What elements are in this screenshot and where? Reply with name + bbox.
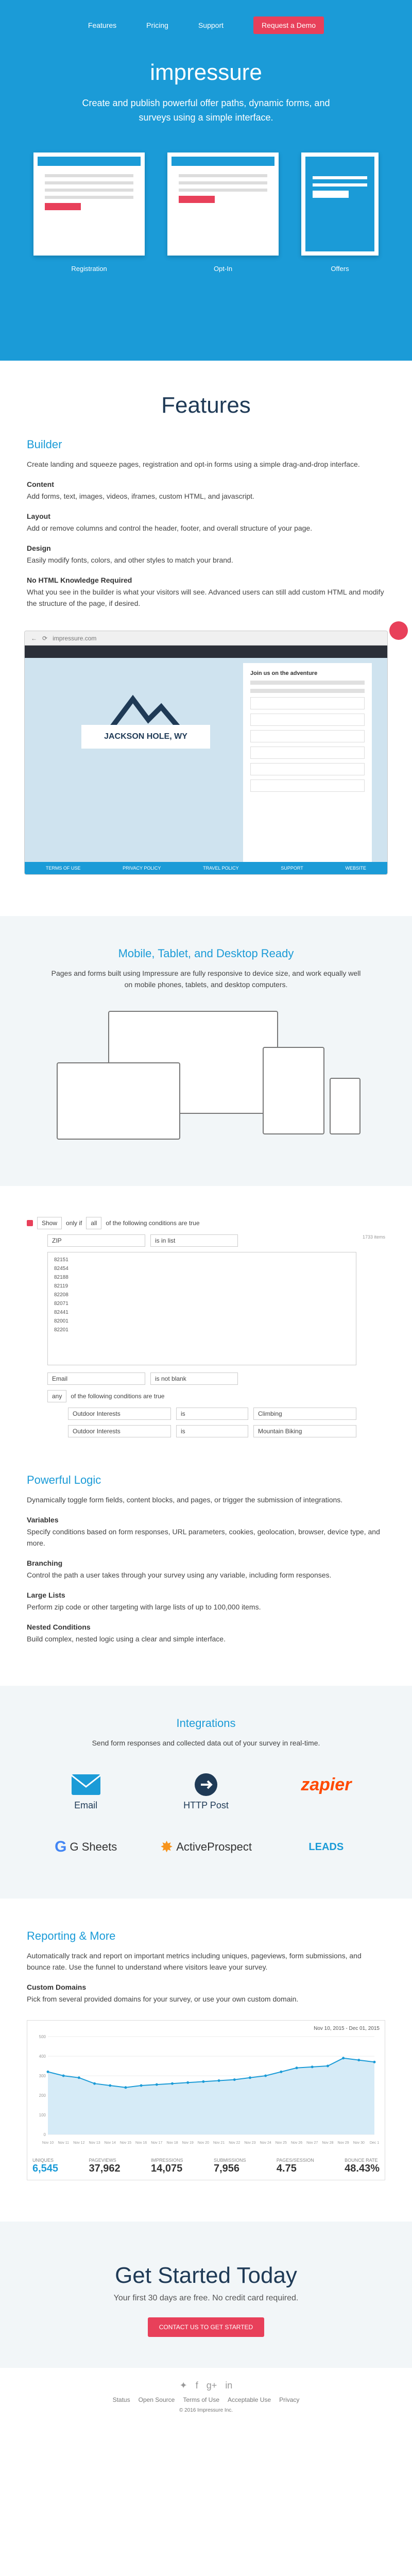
x-tick-label: Nov 30 [353, 2141, 365, 2145]
top-nav [0, 0, 412, 34]
shot-registration: Registration [33, 152, 145, 273]
activeprospect-logo: ✸ ActiveProspect [160, 1838, 252, 1856]
builder-section: Builder Create landing and squeeze pages, registration and opt-in forms using a simple drag-and-drop interface. Content Add forms, text, images, videos, iframes, custom HTML, and javascript. Layout Add or remove columns and control the header, footer, and overall structure of your page. Design Easily modify fonts, colors, and other styles to match your brand. No HTML Knowledge Required What you see in the builder is what your visitors will see. Advanced users can still add custom HTML and modify the structure of the page, if desired. [0, 438, 412, 609]
logic-section: Show only if all of the following conditions are true ZIP is in list 1733 items 82151 82454 82188 82119 82208 82071 82441 82001 82201 Email is not blank any of the following conditions are true Outdoor Interests is Climbing Outdoor Interests is Mountain Biking Powerful Logic Dynamically toggle form fields, content blocks, and pages, or trigger the submission of integrations. Variables Specify conditions based on form responses, URL parameters, cookies, geolocation, browser, device type, and more. Branching Control the path a user takes through your survey using any variable, including form responses. Large Lists Perform zip code or other targeting with large lists of up to 100,000 items. Nested Conditions Build complex, nested logic using a clear and simple interface. [0, 1186, 412, 1665]
request-demo-button[interactable]: Request a Demo [253, 16, 324, 34]
chat-bubble-icon[interactable] [389, 621, 408, 640]
demo-card-title: JACKSON HOLE, WY [81, 725, 210, 749]
data-point [342, 2057, 345, 2059]
x-tick-label: Nov 22 [229, 2141, 241, 2145]
devices-illustration [46, 1011, 366, 1145]
data-point [186, 2081, 189, 2084]
shot-optin: Opt-In [167, 152, 279, 273]
data-point [280, 2071, 282, 2073]
data-point [171, 2082, 174, 2085]
x-tick-label: Nov 28 [322, 2141, 334, 2145]
data-point [373, 2061, 376, 2063]
y-tick-label: 300 [39, 2074, 46, 2078]
x-tick-label: Nov 18 [166, 2141, 178, 2145]
facebook-icon[interactable]: f [195, 2380, 198, 2391]
data-point [357, 2059, 360, 2061]
data-point [156, 2083, 158, 2086]
x-tick-label: Nov 20 [197, 2141, 209, 2145]
contact-us-button[interactable]: CONTACT US TO GET STARTED [148, 2317, 264, 2337]
data-point [47, 2071, 49, 2073]
data-point [296, 2066, 298, 2069]
delete-rule-icon[interactable] [27, 1220, 33, 1226]
url-bar[interactable]: impressure.com [53, 634, 97, 642]
x-tick-label: Nov 16 [135, 2141, 147, 2145]
data-point [62, 2075, 65, 2077]
y-tick-label: 0 [43, 2132, 46, 2137]
x-tick-label: Nov 15 [119, 2141, 132, 2145]
reporting-section: Reporting & More Automatically track and report on important metrics including uniques, pageviews, form submissions, and bounce rate. Use the funnel to understand where visitors leave your survey. Custom Domains Pick from several provided domains for your survey, or use your own custom domain. Nov 10, 2015 - Dec 01, 2015 0 100 200 300 400 500 Nov 10 Nov 11 Nov 12 Nov 13 Nov 14 Nov 15 Nov 16 Nov 17 Nov 18 Nov 19 Nov 20 Nov 21 Nov 22 Nov 23 Nov 24 Nov 25 Nov 26 Nov 27 Nov 28 Nov 29 Nov 30 Dec 1 UNIQUES 6,545 PAGEVIEWS 37,962 IMPRESSIONS 14,075 SUBMISSIONS 7,956 PAGES/SESSION 4.75 BOUNCE RATE 48.43% [0, 1899, 412, 2201]
y-tick-label: 100 [39, 2113, 46, 2117]
data-point [124, 2086, 127, 2089]
x-tick-label: Nov 27 [306, 2141, 318, 2145]
tablet-device [263, 1047, 324, 1134]
mobile-section: Mobile, Tablet, and Desktop Ready Pages and forms built using Impressure are fully responsive to device size, and work equally well on mobile phones, tablets, and desktop computers. [0, 916, 412, 1186]
x-tick-label: Nov 12 [73, 2141, 85, 2145]
nav-pricing[interactable]: Pricing [146, 21, 168, 29]
data-point [202, 2080, 204, 2083]
linkedin-icon[interactable]: in [225, 2380, 233, 2391]
footer: ✦ f g+ in Status Open Source Terms of Use Acceptable Use Privacy © 2016 Impressure Inc. [112, 2380, 300, 2413]
x-tick-label: Nov 26 [290, 2141, 303, 2145]
data-point [93, 2082, 96, 2085]
shot-offers: Offers [301, 152, 379, 273]
nav-support[interactable]: Support [198, 21, 224, 29]
y-tick-label: 500 [39, 2035, 46, 2039]
get-started-section: Get Started Today Your first 30 days are free. No credit card required. CONTACT US TO GET STARTED [0, 2222, 412, 2368]
data-point [78, 2076, 80, 2079]
x-tick-label: Nov 29 [337, 2141, 349, 2145]
x-tick-label: Nov 19 [182, 2141, 194, 2145]
builder-demo-browser: ← ⟳ impressure.com JACKSON HOLE, WY Join us on the adventure TERMS OF USE PRIVACY POLICY TRAVEL POLICY SUPPORT WEBSITE [24, 631, 388, 875]
laptop-device [57, 1062, 180, 1140]
x-tick-label: Nov 25 [275, 2141, 287, 2145]
back-icon: ← [31, 634, 37, 642]
data-point [218, 2079, 220, 2082]
googleplus-icon[interactable]: g+ [206, 2380, 217, 2391]
zip-list[interactable]: 82151 82454 82188 82119 82208 82071 82441 82001 82201 [47, 1252, 356, 1365]
data-point [140, 2084, 143, 2087]
features-title: Features [161, 393, 251, 418]
brand-logo: impressure [150, 60, 262, 85]
x-tick-label: Nov 23 [244, 2141, 256, 2145]
data-point [109, 2084, 111, 2087]
data-point [311, 2065, 314, 2068]
report-chart: Nov 10, 2015 - Dec 01, 2015 0 100 200 300 400 500 Nov 10 Nov 11 Nov 12 Nov 13 Nov 14 Nov 15 Nov 16 Nov 17 Nov 18 Nov 19 Nov 20 Nov 21 Nov 22 Nov 23 Nov 24 Nov 25 Nov 26 Nov 27 Nov 28 Nov 29 Nov 30 Dec 1 UNIQUES 6,545 PAGEVIEWS 37,962 IMPRESSIONS 14,075 SUBMISSIONS 7,956 PAGES/SESSION 4.75 BOUNCE RATE 48.43% [27, 2020, 385, 2180]
http-post-icon [146, 1769, 266, 1800]
leads-logo: LEADS [308, 1841, 344, 1853]
x-tick-label: Nov 13 [89, 2141, 100, 2145]
y-tick-label: 200 [39, 2093, 46, 2098]
email-icon [26, 1769, 146, 1800]
visits-area-chart [32, 2031, 380, 2150]
y-tick-label: 400 [39, 2054, 46, 2059]
tagline: Create and publish powerful offer paths, dynamic forms, and surveys using a simple interface. [82, 98, 330, 123]
data-point [327, 2065, 329, 2067]
product-shots [0, 152, 412, 273]
x-tick-label: Nov 24 [260, 2141, 271, 2145]
x-tick-label: Nov 21 [213, 2141, 225, 2145]
x-tick-label: Nov 14 [104, 2141, 116, 2145]
refresh-icon: ⟳ [42, 634, 48, 642]
x-tick-label: Nov 17 [151, 2141, 163, 2145]
x-tick-label: Nov 11 [58, 2141, 70, 2145]
gsheets-logo: G G Sheets [55, 1838, 117, 1855]
series-area [48, 2058, 374, 2134]
demo-form: Join us on the adventure [243, 663, 372, 869]
nav-features[interactable]: Features [88, 21, 117, 29]
x-tick-label: Dec 1 [369, 2141, 380, 2145]
builder-title: Builder [27, 438, 62, 451]
twitter-icon[interactable]: ✦ [179, 2380, 187, 2391]
phone-device [330, 1078, 360, 1134]
x-tick-label: Nov 10 [42, 2141, 54, 2145]
hero [0, 0, 412, 361]
integrations-section: Integrations Send form responses and collected data out of your survey in real-time. Email HTTP Post zapier G G Sheets ✸ ActiveProspect LEADS [0, 1686, 412, 1899]
data-point [264, 2075, 267, 2077]
zapier-logo: zapier [301, 1774, 352, 1794]
data-point [233, 2078, 236, 2081]
data-point [249, 2076, 251, 2079]
date-range-picker[interactable]: Nov 10, 2015 - Dec 01, 2015 [314, 2026, 380, 2031]
